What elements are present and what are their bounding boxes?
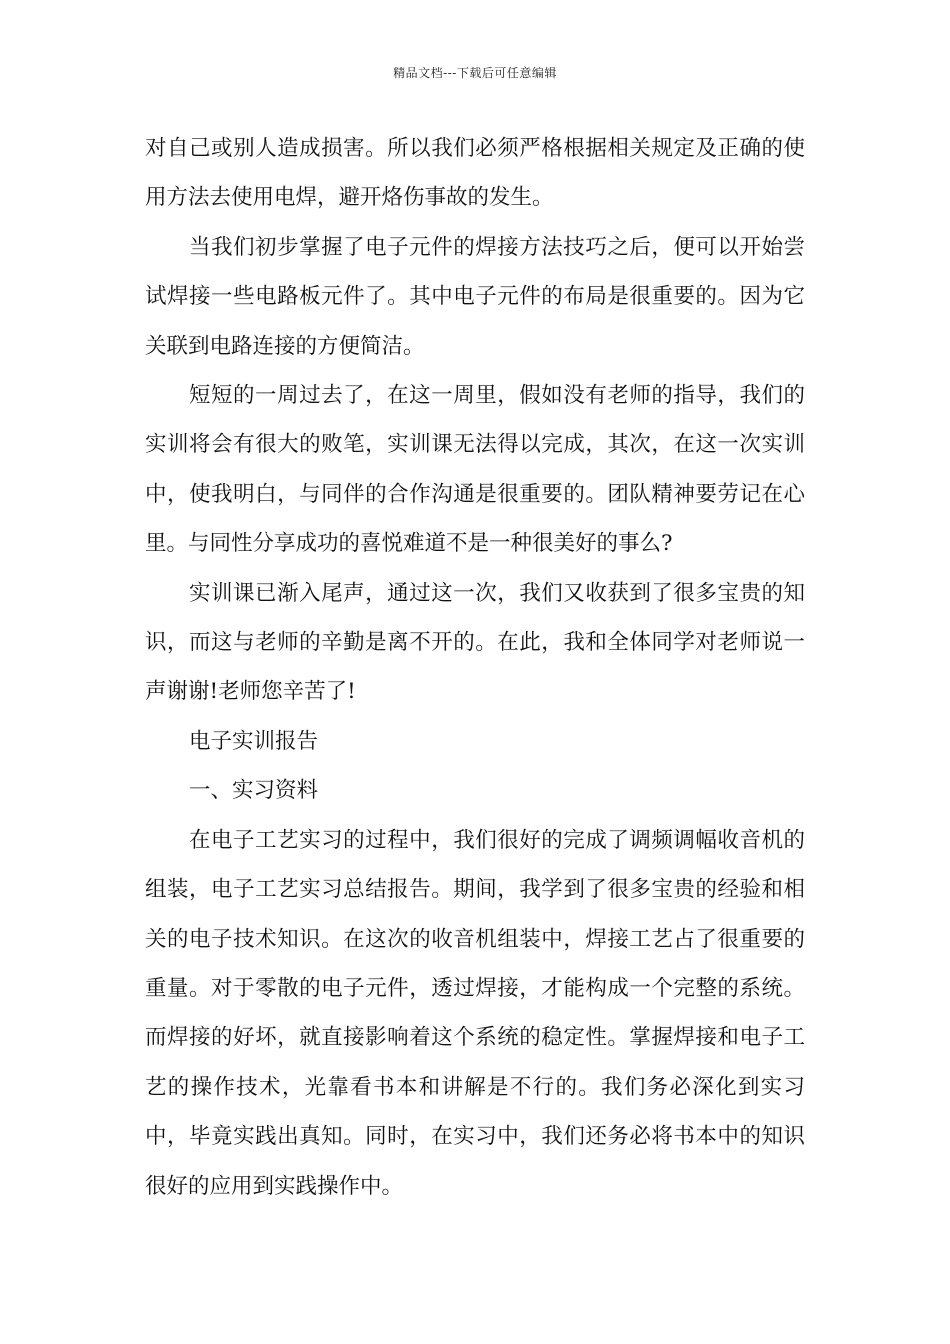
paragraph-3: 短短的一周过去了，在这一周里，假如没有老师的指导，我们的实训将会有很大的败笔，实训课无法得以完成，其次，在这一次实训中，使我明白，与同伴的合作沟通是很重要的。团队精神要劳记在心里。与同性分享成功的喜悦难道不是一种很美好的事么? [145, 383, 805, 557]
paragraph-2: 当我们初步掌握了电子元件的焊接方法技巧之后，便可以开始尝试焊接一些电路板元件了。其中电子元件的布局是很重要的。因为它关联到电路连接的方便简洁。 [145, 234, 805, 359]
paragraph-4: 实训课已渐入尾声，通过这一次，我们又收获到了很多宝贵的知识，而这与老师的辛勤是离不开的。在此，我和全体同学对老师说一声谢谢!老师您辛苦了! [145, 580, 805, 705]
paragraph-1: 对自己或别人造成损害。所以我们必须严格根据相关规定及正确的使用方法去使用电焊，避开烙伤事故的发生。 [145, 136, 805, 211]
paragraph-5: 在电子工艺实习的过程中，我们很好的完成了调频调幅收音机的组装，电子工艺实习总结报告。期间，我学到了很多宝贵的经验和相关的电子技术知识。在这次的收音机组装中，焊接工艺占了很重要的重量。对于零散的电子元件，透过焊接，才能构成一个完整的系统。而焊接的好坏，就直接影响着这个系统的稳定性。掌握焊接和电子工艺的操作技术，光靠看书本和讲解是不行的。我们务必深化到实习中，毕竟实践出真知。同时，在实习中，我们还务必将书本中的知识很好的应用到实践操作中。 [145, 827, 805, 1199]
page-header: 精品文档---下载后可任意编辑 [393, 66, 557, 80]
document-body [145, 124, 805, 1211]
section-title: 电子实训报告 [189, 728, 319, 754]
section-heading: 一、实习资料 [189, 778, 319, 804]
